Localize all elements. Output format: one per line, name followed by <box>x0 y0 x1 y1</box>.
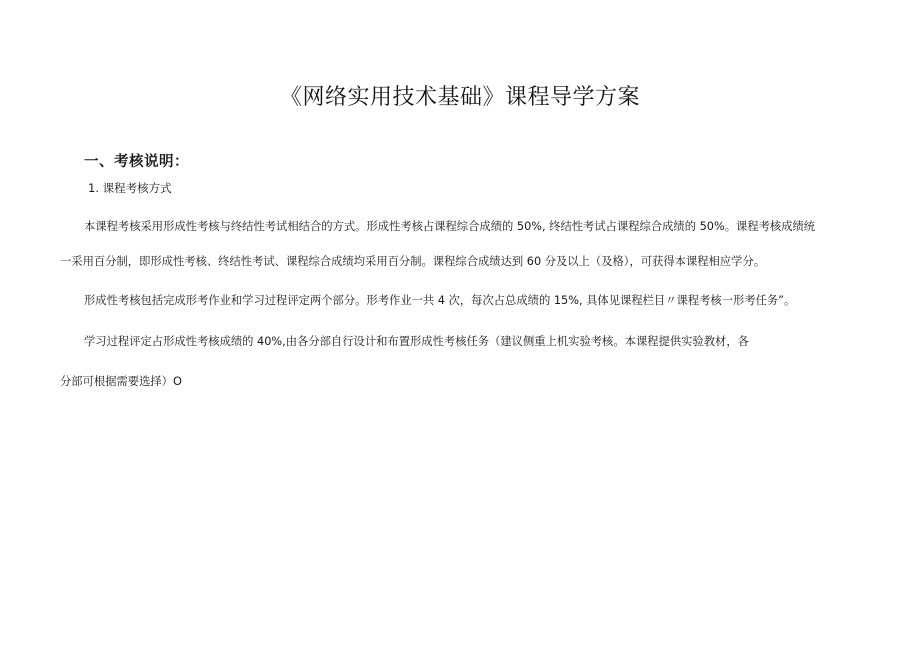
sub-heading: 1. 课程考核方式 <box>88 181 172 195</box>
paragraph-1-line-1: 本课程考核采用形成性考核与终结性考试相结合的方式。形成性考核占课程综合成绩的 50%, 终结性考试占课程综合成绩的 50%。课程考核成绩统 <box>84 220 816 233</box>
document-title: 《网络实用技术基础》课程导学方案 <box>279 85 640 110</box>
section-heading: 一、考核说明： <box>84 154 189 170</box>
paragraph-1-line-2: 一采用百分制，即形成性考核、终结性考试、课程综合成绩均采用百分制。课程综合成绩达到 60 分及以上（及格），可获得本课程相应学分。 <box>60 255 766 268</box>
paragraph-2-line-1: 形成性考核包括完成形考作业和学习过程评定两个部分。形考作业一共 4 次，每次占总成绩的 15%, 具体见课程栏目〃课程考核一形考任务”。 <box>84 294 796 307</box>
paragraph-3-line-2: 分部可根据需要选择）O <box>60 375 182 388</box>
paragraph-3-line-1: 学习过程评定占形成性考核成绩的 40%,由各分部自行设计和布置形成性考核任务（建议侧重上机实验考核。本课程提供实验教材，各 <box>84 335 749 348</box>
